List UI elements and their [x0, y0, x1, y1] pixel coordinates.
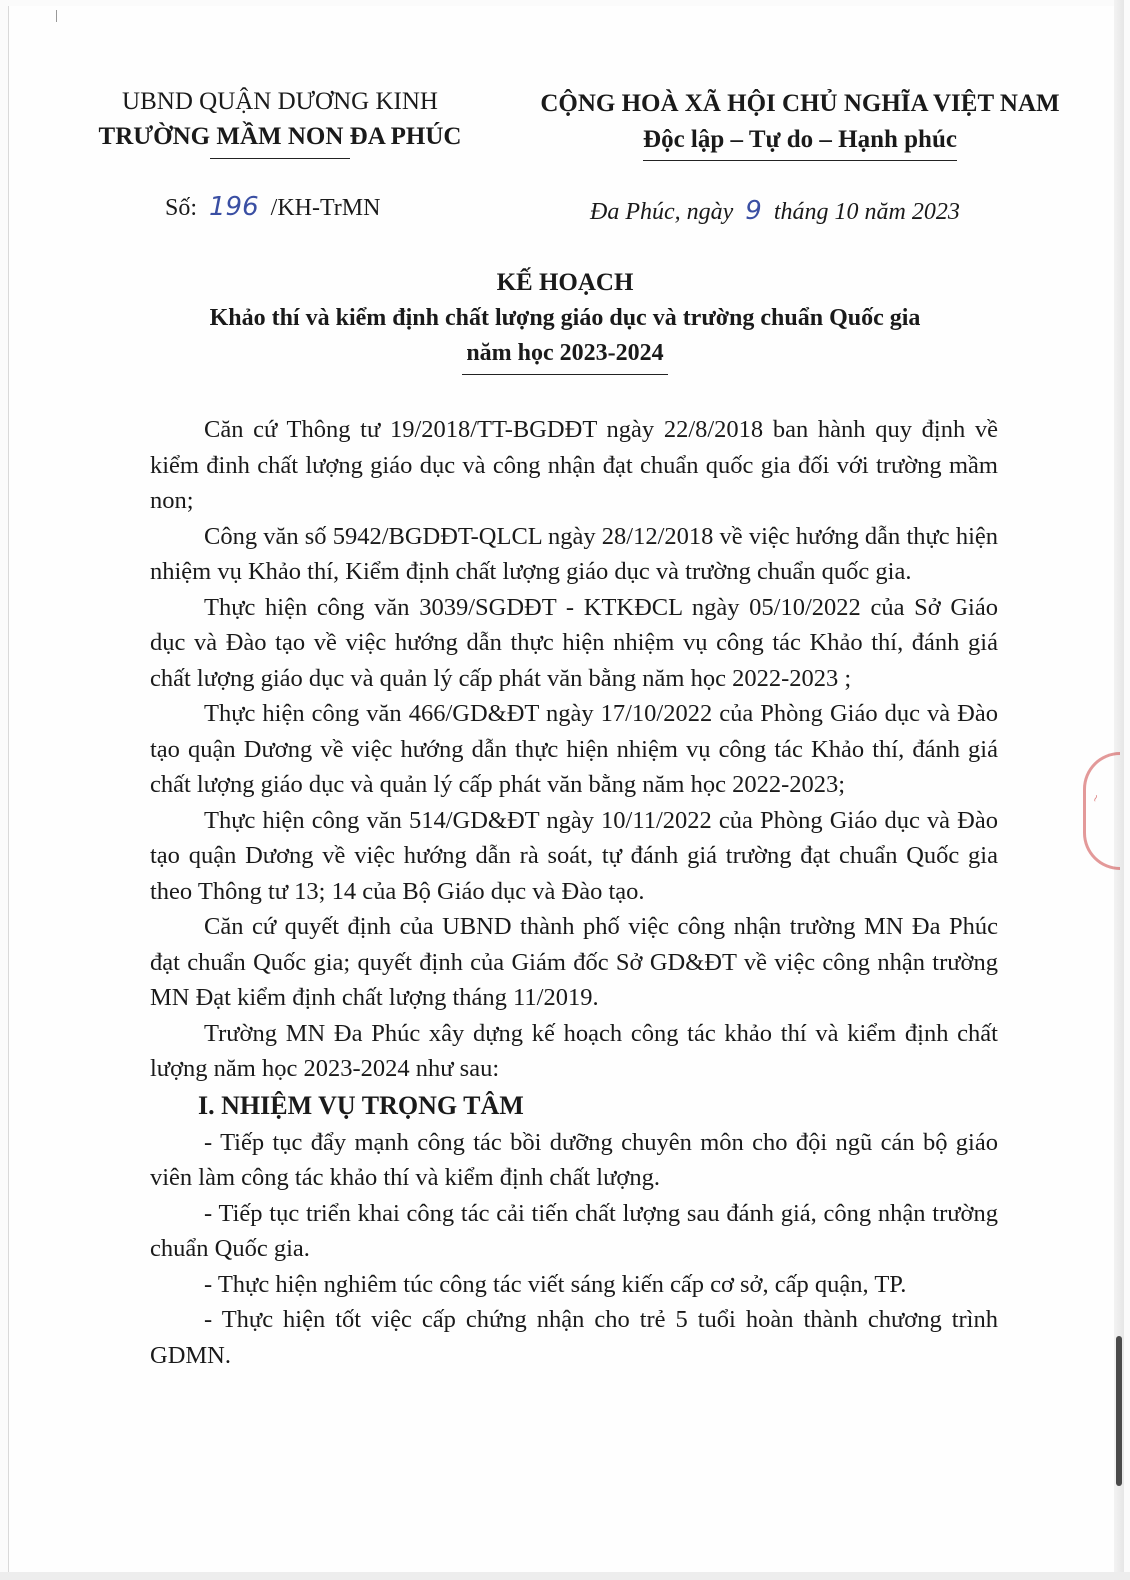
title-line-3: năm học 2023-2024 [462, 336, 667, 375]
document-number-suffix: /KH-TrMN [270, 195, 381, 221]
paragraph: Công văn số 5942/BGDĐT-QLCL ngày 28/12/2018 về việc hướng dẫn thực hiện nhiệm vụ Khảo thí, Kiểm định chất lượng giáo dục và trường chuẩn quốc gia. [150, 522, 998, 585]
scrollbar-thumb[interactable] [1116, 1336, 1122, 1486]
document-title [120, 266, 1010, 375]
issuer-block [80, 84, 480, 159]
paragraph: Căn cứ Thông tư 19/2018/TT-BGDĐT ngày 22/8/2018 ban hành quy định về kiểm đinh chất lượng giáo dục và công nhận đạt chuẩn quốc gia đối với trường mầm non; [150, 416, 998, 514]
paragraph: Trường MN Đa Phúc xây dựng kế hoạch công tác khảo thí và kiểm định chất lượng năm học 2023-2024 như sau: [150, 1019, 998, 1082]
paragraph: Thực hiện công văn 514/GD&ĐT ngày 10/11/2022 của Phòng Giáo dục và Đào tạo quận Dương về việc hướng dẫn rà soát, tự đánh giá trường đạt chuẩn Quốc gia theo Thông tư 13; 14 của Bộ Giáo dục và Đào tạo. [150, 806, 998, 905]
task-item: - Tiếp tục đẩy mạnh công tác bồi dưỡng chuyên môn cho đội ngũ cán bộ giáo viên làm công tác khảo thí và kiểm định chất lượng. [150, 1128, 998, 1191]
national-header [520, 86, 1080, 161]
stamp-fragment-mark: ~ [1089, 792, 1103, 805]
issue-date-prefix: Đa Phúc, ngày [590, 199, 734, 225]
paragraph: Căn cứ quyết định của UBND thành phố việc công nhận trường MN Đa Phúc đạt chuẩn Quốc gia; quyết định của Giám đốc Sở GD&ĐT về việc công nhận trường MN Đạt kiểm định chất lượng tháng 11/2019. [150, 913, 998, 1011]
task-item: - Thực hiện tốt việc cấp chứng nhận cho trẻ 5 tuổi hoàn thành chương trình GDMN. [150, 1306, 998, 1369]
paragraph: Thực hiện công văn 466/GD&ĐT ngày 17/10/2022 của Phòng Giáo dục và Đào tạo quận Dương về việc hướng dẫn thực hiện nhiệm vụ công tác Khảo thí, đánh giá chất lượng giáo dục và quản lý cấp phát văn bằng năm học 2022-2023; [150, 700, 998, 798]
document-number-handwritten: 196 [209, 192, 259, 222]
issue-date [590, 196, 960, 226]
issuer-underline [210, 158, 350, 159]
document-number [165, 192, 380, 222]
title-line-2: Khảo thí và kiểm định chất lượng giáo dục và trường chuẩn Quốc gia [209, 305, 921, 331]
issuer-school: TRƯỜNG MẦM NON ĐA PHÚC [98, 123, 462, 150]
national-motto: Độc lập – Tự do – Hạnh phúc [643, 122, 957, 161]
nation-title: CỘNG HOÀ XÃ HỘI CHỦ NGHĨA VIỆT NAM [540, 90, 1060, 117]
task-item: - Tiếp tục triển khai công tác cải tiến chất lượng sau đánh giá, công nhận trường chuẩn Quốc gia. [150, 1199, 998, 1262]
issue-date-day-handwritten: 9 [745, 196, 762, 226]
paragraph: Thực hiện công văn 3039/SGDĐT - KTKĐCL ngày 05/10/2022 của Sở Giáo dục và Đào tạo về việc hướng dẫn thực hiện nhiệm vụ công tác Khảo thí, đánh giá chất lượng giáo dục và quản lý cấp phát văn bằng năm học 2022-2023 ; [150, 593, 998, 692]
task-item: - Thực hiện nghiêm túc công tác viết sáng kiến cấp cơ sở, cấp quận, TP. [204, 1270, 907, 1298]
section-heading: I. NHIỆM VỤ TRỌNG TÂM [198, 1090, 524, 1120]
issuer-agency: UBND QUẬN DƯƠNG KINH [122, 88, 438, 115]
corner-mark [56, 10, 57, 22]
bottom-edge [0, 1572, 1130, 1580]
document-number-label: Số: [165, 195, 198, 221]
document-body [150, 412, 998, 1373]
official-stamp-fragment [1083, 752, 1120, 870]
issue-date-rest: tháng 10 năm 2023 [773, 199, 960, 225]
title-line-1: KẾ HOẠCH [496, 269, 634, 296]
